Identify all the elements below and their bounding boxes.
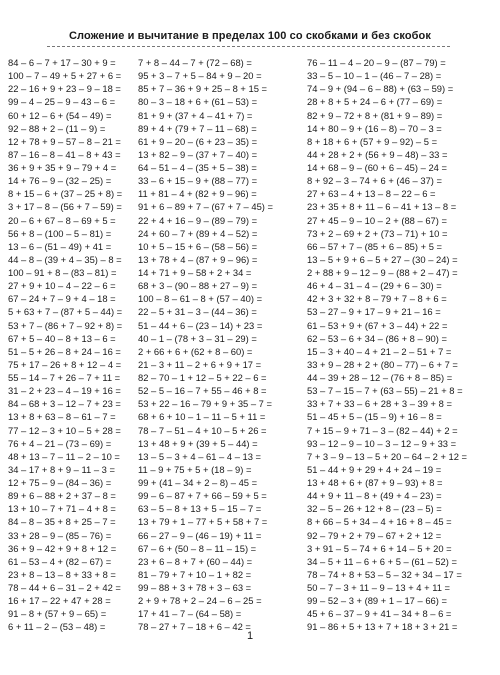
exercise-row: 13 + 48 + 9 + (39 + 5 – 44) = bbox=[138, 437, 258, 449]
exercise-row: 13 + 82 – 9 – (37 + 7 – 40) = bbox=[138, 148, 258, 160]
exercise-row: 99 – 6 – 87 + 7 + 66 – 59 + 5 = bbox=[138, 490, 267, 502]
exercise-row: 22 – 16 + 9 + 23 – 9 – 18 = bbox=[8, 83, 121, 95]
page-title: Сложение и вычитание в пределах 100 со скобками и без скобок bbox=[69, 30, 431, 42]
exercise-row: 53 – 7 – 15 – 7 + (63 – 55) – 21 + 8 = bbox=[307, 385, 463, 397]
exercise-row: 27 + 63 – 4 + 13 – 8 – 22 – 6 = bbox=[307, 188, 436, 200]
exercise-row: 23 + 8 – 13 – 8 + 33 + 8 = bbox=[8, 568, 116, 580]
exercise-row: 95 + 3 – 7 + 5 – 84 + 9 – 20 = bbox=[138, 70, 262, 82]
exercise-row: 13 – 6 – (51 – 49) + 41 = bbox=[8, 240, 112, 252]
column-2 bbox=[138, 56, 288, 634]
exercise-row: 14 + 76 – 9 – (32 – 25) = bbox=[8, 175, 112, 187]
exercise-row: 12 + 78 + 9 – 57 – 8 – 21 = bbox=[8, 135, 121, 147]
exercise-row: 85 + 7 – 36 + 9 + 25 – 8 + 15 = bbox=[138, 83, 268, 95]
exercise-row: 44 + 28 + 2 + (56 + 9 – 48) – 33 = bbox=[307, 148, 448, 160]
exercise-row: 92 – 79 + 2 + 79 – 67 + 2 + 12 = bbox=[307, 529, 442, 541]
exercise-row: 66 – 57 + 7 – (85 + 6 – 85) + 5 = bbox=[307, 240, 442, 252]
exercise-row: 8 + 18 + 6 + (57 + 9 – 92) – 5 = bbox=[307, 135, 438, 147]
exercise-row: 24 + 60 – 7 + (89 + 4 – 52) = bbox=[138, 227, 258, 239]
exercise-row: 81 – 79 + 7 + 10 – 1 + 82 = bbox=[138, 568, 252, 580]
exercise-row: 31 – 2 + 23 – 4 – 19 + 16 = bbox=[8, 385, 121, 397]
exercise-row: 21 – 3 + 11 – 2 + 6 + 9 + 17 = bbox=[138, 358, 262, 370]
column-3 bbox=[307, 56, 468, 634]
exercise-row: 22 + 4 + 16 – 9 – (89 – 79) = bbox=[138, 214, 258, 226]
exercise-row: 99 + (41 – 34 + 2 – 8) – 45 = bbox=[138, 477, 258, 488]
exercise-row: 13 – 5 – 3 + 4 – 61 – 4 – 13 = bbox=[138, 450, 262, 462]
exercise-row: 22 – 5 + 31 – 3 – (44 – 36) = bbox=[138, 306, 257, 318]
exercise-row: 87 – 16 – 8 – 41 – 8 + 43 = bbox=[8, 148, 121, 160]
exercise-row: 40 – 1 – (78 + 3 – 31 – 29) = bbox=[138, 332, 257, 344]
exercise-row: 67 + 5 – 40 – 8 + 13 – 6 = bbox=[8, 332, 116, 344]
exercise-row: 61 + 9 – 20 – (6 + 23 – 35) = bbox=[138, 135, 258, 147]
exercise-row: 51 – 5 + 26 – 8 + 24 – 16 = bbox=[8, 345, 121, 357]
exercise-row: 91 – 8 + (57 + 9 – 65) = bbox=[8, 608, 107, 620]
exercise-row: 17 + 41 – 7 – (64 – 58) = bbox=[138, 608, 242, 620]
exercise-row: 13 + 79 + 1 – 77 + 5 + 58 + 7 = bbox=[138, 516, 268, 528]
exercise-row: 73 + 2 – 69 + 2 + (73 – 71) + 10 = bbox=[307, 227, 448, 239]
exercise-row: 13 + 78 + 4 – (87 + 9 – 96) = bbox=[138, 253, 258, 265]
exercise-row: 80 – 3 – 18 + 6 + (61 – 53) = bbox=[138, 96, 258, 108]
column-1 bbox=[8, 56, 158, 634]
exercise-row: 8 + 92 – 3 – 74 + 6 + (46 – 37) = bbox=[307, 175, 442, 187]
exercise-row: 75 + 17 – 26 + 8 + 12 – 4 = bbox=[8, 358, 122, 370]
exercise-row: 68 + 6 + 10 – 1 – 11 – 5 + 11 = bbox=[138, 411, 266, 423]
exercise-row: 89 + 6 – 88 + 2 + 37 – 8 = bbox=[8, 490, 116, 502]
exercise-row: 7 + 15 – 9 + 71 – 3 – (82 – 44) + 2 = bbox=[307, 424, 458, 436]
exercise-row: 55 – 14 – 7 + 26 – 7 + 11 = bbox=[8, 372, 121, 383]
exercise-row: 46 + 4 – 31 – 4 – (29 + 6 – 30) = bbox=[307, 280, 442, 292]
exercise-row: 53 + 22 – 16 – 79 + 9 + 35 – 7 = bbox=[138, 398, 272, 410]
exercise-row: 62 – 53 – 6 + 34 – (86 + 8 – 90) = bbox=[307, 332, 447, 344]
exercise-row: 61 – 53 – 4 + (82 – 67) = bbox=[8, 555, 112, 567]
exercise-row: 32 – 5 – 26 + 12 + 8 – (23 – 5) = bbox=[307, 503, 442, 515]
exercise-row: 99 – 88 + 3 + 78 + 3 – 63 = bbox=[138, 582, 252, 593]
exercise-row: 11 + 81 – 4 + (82 + 9 – 96) = bbox=[138, 188, 257, 200]
exercise-row: 3 + 17 – 8 – (56 + 7 – 59) = bbox=[8, 201, 122, 213]
exercise-row: 99 – 4 – 25 – 9 – 43 – 6 = bbox=[8, 96, 116, 108]
exercise-row: 7 + 3 – 9 – 13 – 5 + 20 – 64 – 2 + 12 = bbox=[307, 450, 468, 462]
exercise-row: 100 – 7 – 49 + 5 + 27 + 6 = bbox=[8, 70, 122, 82]
exercise-row: 34 – 5 + 11 – 6 + 6 + 5 – (61 – 52) = bbox=[307, 555, 457, 567]
exercise-row: 44 + 9 + 11 – 8 + (49 + 4 – 23) = bbox=[307, 490, 442, 502]
exercise-row: 77 – 12 – 3 + 10 – 5 + 28 = bbox=[8, 424, 121, 436]
exercise-row: 42 + 3 + 32 + 8 – 79 + 7 – 8 + 6 = bbox=[307, 293, 447, 305]
exercise-row: 14 + 68 – 9 – (60 + 6 – 45) – 24 = bbox=[307, 162, 447, 173]
exercise-row: 51 – 44 + 9 + 29 + 4 + 24 – 19 = bbox=[307, 463, 442, 475]
exercise-row: 10 + 5 – 15 + 6 – (58 – 56) = bbox=[138, 240, 258, 252]
exercise-row: 100 – 91 + 8 – (83 – 81) = bbox=[8, 267, 117, 278]
exercise-row: 34 – 17 + 8 + 9 – 11 – 3 = bbox=[8, 463, 115, 475]
dashed-divider bbox=[47, 46, 450, 47]
exercise-row: 23 + 6 – 8 + 7 + (60 – 44) = bbox=[138, 555, 253, 567]
exercise-row: 33 + 7 + 33 – 6 + 28 + 3 – 39 + 8 = bbox=[307, 398, 452, 410]
exercise-row: 63 – 5 – 8 + 13 + 5 – 15 – 7 = bbox=[138, 503, 262, 515]
exercise-row: 81 + 9 + (37 + 4 – 41 + 7) = bbox=[138, 109, 253, 121]
exercise-row: 51 – 44 + 6 – (23 – 14) + 23 = bbox=[138, 319, 263, 331]
exercise-row: 13 + 8 + 63 – 8 – 61 – 7 = bbox=[8, 411, 116, 423]
exercise-row: 2 + 9 + 78 + 2 – 24 – 6 – 25 = bbox=[138, 595, 262, 607]
exercise-row: 84 – 68 + 3 – 12 – 7 + 23 = bbox=[8, 398, 121, 410]
exercise-row: 93 – 12 – 9 – 10 – 3 – 12 – 9 + 33 = bbox=[307, 437, 457, 449]
exercise-row: 14 + 71 + 9 – 58 + 2 + 34 = bbox=[138, 267, 252, 278]
exercise-row: 91 – 86 + 5 + 13 + 7 + 18 + 3 + 21 = bbox=[307, 621, 458, 633]
exercise-row: 13 + 10 – 7 + 71 – 4 + 8 = bbox=[8, 503, 116, 515]
exercise-row: 78 – 27 + 7 – 18 + 6 – 42 = bbox=[138, 621, 251, 633]
exercise-row: 45 + 6 – 37 – 9 + 41 – 34 + 8 – 6 = bbox=[307, 608, 452, 620]
exercise-row: 6 + 11 – 2 – (53 – 48) = bbox=[8, 621, 106, 633]
exercise-row: 27 + 45 – 9 – 10 – 2 + (88 – 67) = bbox=[307, 214, 447, 226]
exercise-row: 66 – 27 – 9 – (46 – 19) + 11 = bbox=[138, 529, 262, 541]
exercise-row: 28 + 8 + 5 + 24 – 6 + (77 – 69) = bbox=[307, 96, 443, 108]
exercise-row: 23 + 35 + 8 + 11 – 6 – 41 + 13 – 8 = bbox=[307, 201, 457, 213]
exercise-row: 56 + 8 – (100 – 5 – 81) = bbox=[8, 227, 112, 239]
exercise-row: 53 + 7 – (86 + 7 – 92 + 8) = bbox=[8, 319, 123, 331]
exercise-row: 89 + 4 + (79 + 7 – 11 – 68) = bbox=[138, 122, 257, 134]
exercise-row: 48 + 13 – 7 – 11 – 2 – 10 = bbox=[8, 450, 120, 462]
exercise-row: 33 – 5 – 10 – 1 – (46 – 7 – 28) = bbox=[307, 70, 442, 82]
exercise-row: 44 – 39 + 28 – 12 – (76 + 8 – 85) = bbox=[307, 372, 453, 383]
exercise-row: 33 + 9 – 28 + 2 + (80 – 77) – 6 + 7 = bbox=[307, 358, 458, 370]
exercise-row: 64 – 51 – 4 – (35 + 5 – 38) = bbox=[138, 162, 257, 173]
exercise-row: 16 + 17 – 22 + 47 + 28 = bbox=[8, 595, 111, 607]
exercise-row: 52 – 5 – 16 – 7 + 55 – 46 + 8 = bbox=[138, 385, 267, 397]
exercise-row: 7 + 8 – 44 – 7 + (72 – 68) = bbox=[138, 57, 252, 68]
exercise-row: 15 – 3 + 40 – 4 + 21 – 2 – 51 + 7 = bbox=[307, 345, 452, 357]
exercise-row: 2 + 88 + 9 – 12 – 9 – (88 + 2 – 47) = bbox=[307, 267, 458, 278]
exercise-row: 68 + 3 – (90 – 88 + 27 – 9) = bbox=[138, 280, 258, 292]
exercise-row: 12 + 75 – 9 – (84 – 36) = bbox=[8, 477, 112, 488]
exercise-row: 14 + 80 – 9 + (16 – 8) – 70 – 3 = bbox=[307, 122, 442, 134]
exercise-row: 33 – 6 + 15 – 9 + (88 – 77) = bbox=[138, 175, 258, 187]
exercise-row: 3 + 91 – 5 – 74 + 6 + 14 – 5 + 20 = bbox=[307, 542, 452, 554]
exercise-row: 44 – 8 – (39 + 4 – 35) – 8 = bbox=[8, 253, 122, 265]
exercise-row: 20 – 6 + 67 – 8 – 69 + 5 = bbox=[8, 214, 116, 226]
exercise-row: 50 – 7 – 3 + 11 – 9 – 13 + 4 + 11 = bbox=[307, 582, 450, 593]
exercise-row: 100 – 8 – 61 – 8 + (57 – 40) = bbox=[138, 293, 263, 305]
exercise-row: 36 + 9 – 42 + 9 + 8 + 12 = bbox=[8, 542, 117, 554]
exercise-row: 91 + 6 – 89 + 7 – (67 + 7 – 45) = bbox=[138, 201, 273, 213]
exercise-row: 13 – 5 + 9 + 6 – 5 + 27 – (30 – 24) = bbox=[307, 253, 458, 265]
exercise-row: 8 + 66 – 5 + 34 – 4 + 16 + 8 – 45 = bbox=[307, 516, 452, 528]
exercise-row: 76 – 11 – 4 – 20 – 9 – (87 – 79) = bbox=[307, 57, 446, 68]
exercise-row: 51 – 45 + 5 – (15 – 9) + 16 – 8 = bbox=[307, 411, 442, 423]
page-number: 1 bbox=[246, 630, 254, 642]
exercise-row: 8 + 15 – 6 + (37 – 25 + 8) = bbox=[8, 188, 123, 200]
exercise-row: 2 + 66 + 6 + (62 + 8 – 60) = bbox=[138, 345, 253, 357]
exercise-row: 5 + 63 + 7 – (87 + 5 – 44) = bbox=[8, 306, 123, 318]
exercise-row: 33 + 28 – 9 – (85 – 76) = bbox=[8, 529, 112, 541]
exercise-row: 82 – 70 – 1 + 12 – 5 + 22 – 6 = bbox=[138, 372, 267, 383]
exercise-row: 78 – 44 + 6 – 31 – 2 + 42 = bbox=[8, 582, 121, 593]
exercise-row: 60 + 12 – 6 + (54 – 49) = bbox=[8, 109, 112, 121]
exercise-row: 67 – 6 + (50 – 8 – 11 – 15) = bbox=[138, 542, 257, 554]
exercise-row: 78 – 7 – 51 – 4 + 10 – 5 + 26 = bbox=[138, 424, 267, 436]
exercise-row: 67 – 24 + 7 – 9 + 4 – 18 = bbox=[8, 293, 116, 305]
exercise-row: 99 – 52 – 3 + (89 + 1 – 17 – 66) = bbox=[307, 595, 447, 607]
exercise-row: 27 + 9 + 10 – 4 – 22 – 6 = bbox=[8, 280, 116, 292]
exercise-row: 78 – 74 + 8 + 53 – 5 – 32 + 34 – 17 = bbox=[307, 568, 462, 580]
exercise-row: 53 – 27 – 9 + 17 – 9 + 21 – 16 = bbox=[307, 306, 441, 318]
exercise-row: 84 – 6 – 7 + 17 – 30 + 9 = bbox=[8, 57, 116, 68]
exercise-row: 92 – 88 + 2 – (11 – 9) = bbox=[8, 122, 106, 134]
exercise-row: 84 – 8 – 35 + 8 + 25 – 7 = bbox=[8, 516, 116, 528]
exercise-row: 36 + 9 + 35 + 9 – 79 + 4 = bbox=[8, 162, 117, 173]
exercise-row: 74 – 9 + (94 – 6 – 88) + (63 – 59) = bbox=[307, 83, 454, 95]
exercise-row: 13 + 48 + 6 + (87 + 9 – 93) + 8 = bbox=[307, 477, 443, 488]
exercise-row: 82 + 9 – 72 + 8 + (81 + 9 – 89) = bbox=[307, 109, 443, 121]
exercise-row: 76 + 4 – 21 – (73 – 69) = bbox=[8, 437, 112, 449]
exercise-row: 11 – 9 + 75 + 5 + (18 – 9) = bbox=[138, 463, 252, 475]
exercise-row: 61 – 53 + 9 + (67 + 3 – 44) + 22 = bbox=[307, 319, 448, 331]
